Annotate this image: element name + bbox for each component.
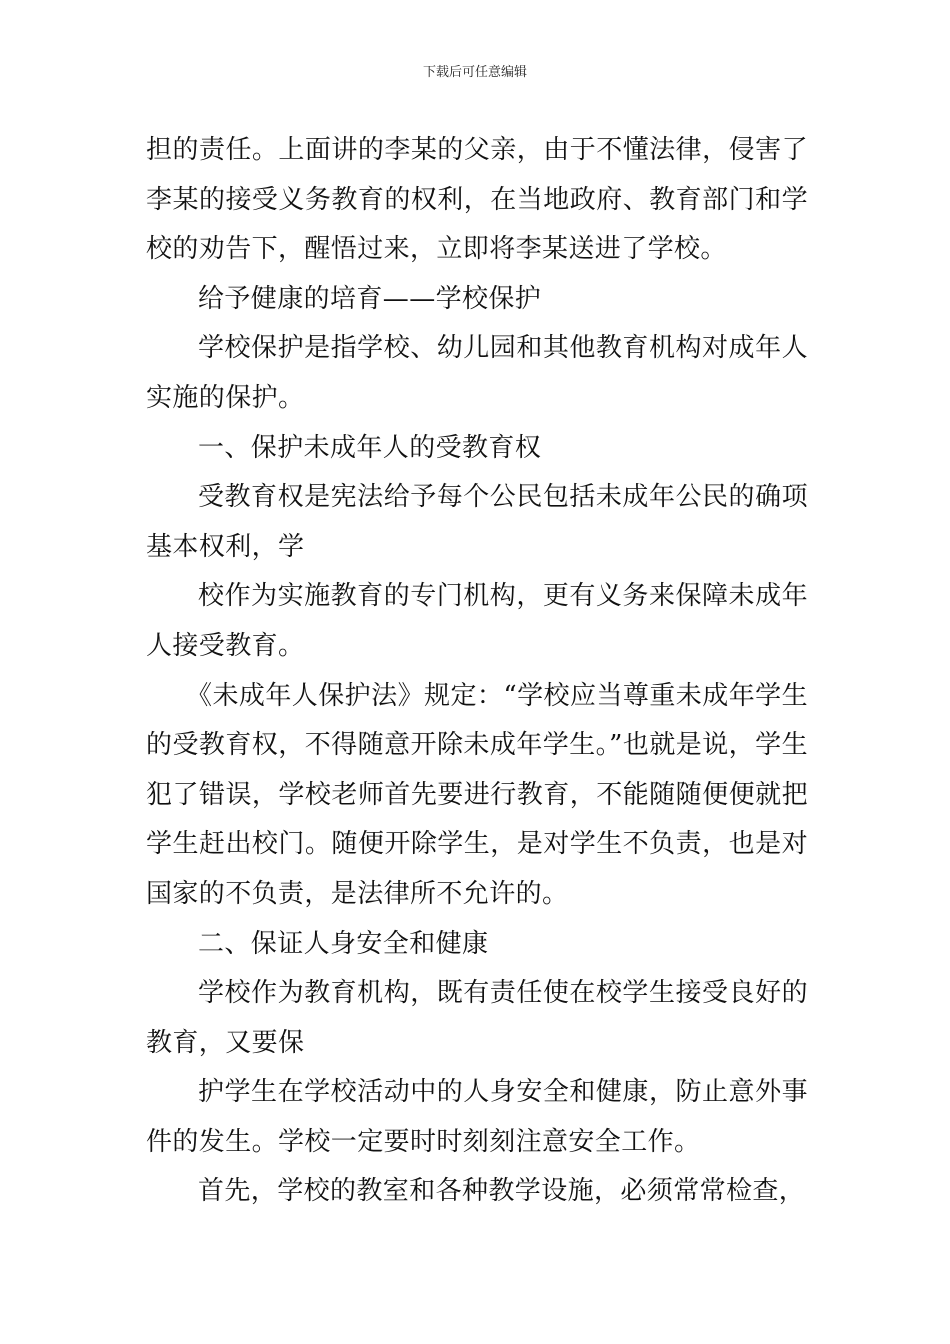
- paragraph: 学校作为教育机构，既有责任使在校学生接受良好的教育，又要保: [146, 978, 808, 1058]
- document-body: [146, 126, 808, 1217]
- section-heading: 二、保证人身安全和健康: [198, 928, 489, 959]
- paragraph: 担的责任。上面讲的李某的父亲，由于不懂法律，侵害了李某的接受义务教育的权利，在当地政府、教育部门和学校的劝告下，醒悟过来，立即将李某送进了学校。: [146, 135, 808, 265]
- paragraph: 学校保护是指学校、幼儿园和其他教育机构对成年人实施的保护。: [146, 333, 808, 413]
- paragraph: 首先，学校的教室和各种教学设施，必须常常检查，: [198, 1176, 806, 1207]
- section-heading: 给予健康的培育——学校保护: [198, 283, 542, 314]
- paragraph: 《未成年人保护法》规定：“学校应当尊重未成年学生的受教育权，不得随意开除未成年学生。”也就是说，学生犯了错误，学校老师首先要进行教育，不能随随便便就把学生赶出校门。随便开除学生，是对学生不负责，也是对国家的不负责，是法律所不允许的。: [146, 680, 808, 909]
- paragraph: 护学生在学校活动中的人身安全和健康，防止意外事件的发生。学校一定要时时刻刻注意安全工作。: [146, 1077, 808, 1157]
- paragraph: 校作为实施教育的专门机构，更有义务来保障未成年人接受教育。: [146, 581, 808, 661]
- page-header-note: 下载后可任意编辑: [422, 65, 527, 80]
- section-heading: 一、保护未成年人的受教育权: [198, 432, 542, 463]
- paragraph: 受教育权是宪法给予每个公民包括未成年公民的确项基本权利，学: [146, 482, 808, 562]
